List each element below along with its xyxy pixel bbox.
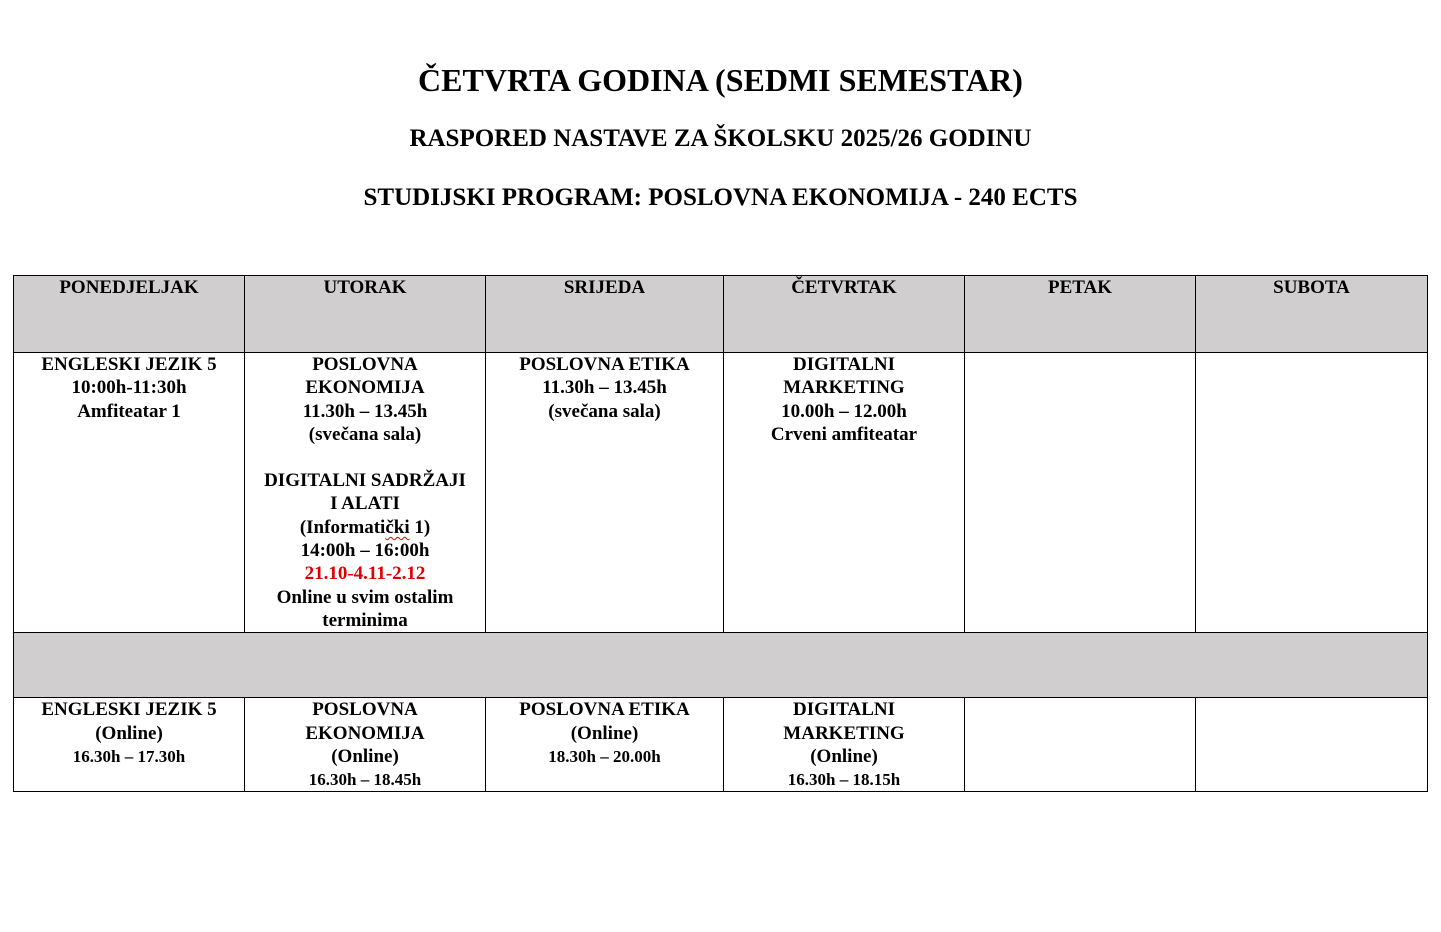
course-name: ENGLESKI JEZIK 5 [41, 699, 217, 721]
course-time: 11.30h – 13.45h [542, 377, 667, 399]
course-name: POSLOVNA ETIKA [519, 354, 690, 375]
course-time: 18.30h – 20.00h [548, 746, 661, 766]
course-name: I ALATI [330, 493, 400, 515]
course-mode: (Online) [570, 722, 639, 744]
course-name: EKONOMIJA [305, 377, 425, 399]
cell-tuesday [245, 698, 486, 792]
day-header-friday: PETAK [965, 276, 1196, 353]
cell-wednesday [486, 353, 724, 633]
course-time: 16.30h – 18.45h [308, 770, 422, 790]
course-time: 10.00h – 12.00h [781, 400, 907, 422]
course-time: 14:00h – 16:00h [300, 540, 430, 562]
course-time: 10:00h-11:30h [71, 377, 187, 399]
separator-cell [14, 633, 1428, 698]
course-room [245, 516, 485, 539]
schedule-row-online [14, 698, 1428, 792]
course-name: DIGITALNI SADRŽAJI [264, 470, 466, 492]
online-note: terminima [322, 609, 408, 631]
separator-row [14, 633, 1428, 698]
spellcheck-word: čki [385, 516, 410, 538]
course-name: POSLOVNA ETIKA [519, 699, 690, 721]
cell-thursday [724, 698, 965, 792]
course-name: MARKETING [783, 377, 905, 399]
course-name: POSLOVNA [312, 699, 418, 721]
page-title: ČETVRTA GODINA (SEDMI SEMESTAR) [418, 62, 1023, 98]
day-header-thursday: ČETVRTAK [724, 276, 965, 353]
room-text: (Informati [299, 516, 386, 538]
header-row [14, 276, 1428, 353]
spacer [245, 446, 485, 469]
cell-saturday [1196, 698, 1428, 792]
course-time: 16.30h – 18.15h [787, 770, 901, 790]
course-name: DIGITALNI [792, 699, 896, 721]
course-name: ENGLESKI JEZIK 5 [41, 354, 217, 375]
cell-monday [14, 353, 245, 633]
online-note: Online u svim ostalim [276, 586, 454, 608]
day-header-tuesday: UTORAK [245, 276, 486, 353]
cell-monday [14, 698, 245, 792]
schedule-row-onsite [14, 353, 1428, 633]
course-time: 16.30h – 17.30h [72, 746, 186, 766]
day-header-monday: PONEDJELJAK [14, 276, 245, 353]
course-mode: (Online) [95, 722, 163, 744]
room-text: 1) [409, 516, 431, 538]
cell-friday [965, 698, 1196, 792]
course-name: POSLOVNA [312, 354, 418, 375]
course-mode: (Online) [331, 745, 399, 767]
course-room: (svečana sala) [548, 400, 661, 422]
schedule-table [13, 275, 1428, 792]
cell-friday [965, 353, 1196, 633]
course-name: EKONOMIJA [305, 722, 425, 744]
course-name: MARKETING [783, 722, 905, 744]
course-time: 11.30h – 13.45h [302, 400, 428, 422]
day-header-wednesday: SRIJEDA [486, 276, 724, 353]
cell-thursday [724, 353, 965, 633]
cell-tuesday [245, 353, 486, 633]
cell-saturday [1196, 353, 1428, 633]
course-room: (svečana sala) [308, 423, 422, 445]
course-room: Amfiteatar 1 [77, 400, 181, 422]
course-name: DIGITALNI [792, 354, 896, 375]
program-title: STUDIJSKI PROGRAM: POSLOVNA EKONOMIJA - 240 ECTS [363, 184, 1078, 211]
course-room: Crveni amfiteatar [770, 423, 918, 445]
cell-wednesday [486, 698, 724, 792]
day-header-saturday: SUBOTA [1196, 276, 1428, 353]
schedule-subtitle: RASPORED NASTAVE ZA ŠKOLSKU 2025/26 GODINU [409, 125, 1032, 152]
course-mode: (Online) [810, 745, 878, 767]
onsite-dates: 21.10-4.11-2.12 [304, 563, 426, 585]
